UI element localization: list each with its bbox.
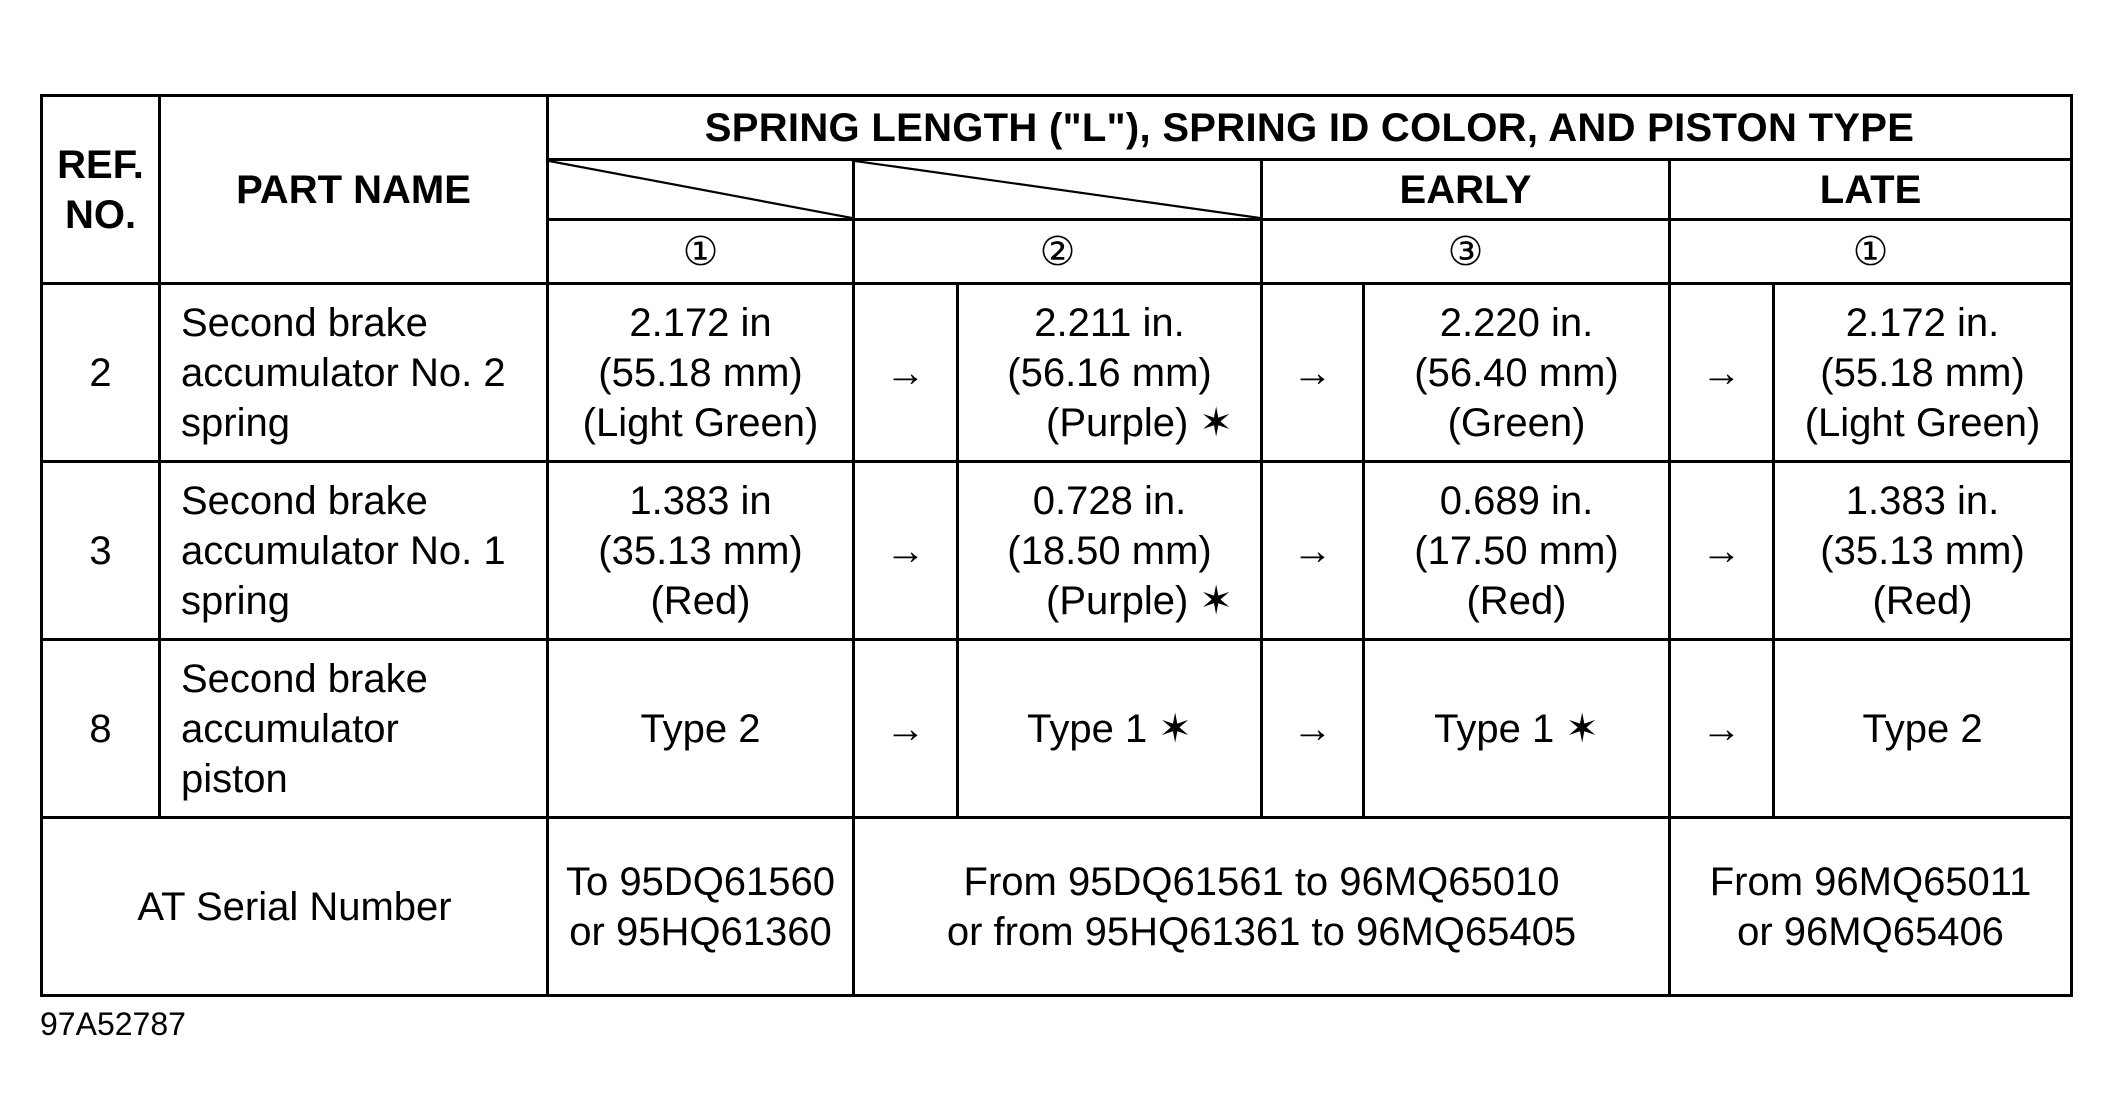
part-name-header: PART NAME <box>160 96 548 284</box>
right-arrow-icon: → <box>854 284 958 462</box>
spec-color: (Red) <box>1872 578 1973 623</box>
table-row <box>42 462 2072 640</box>
table-row <box>42 284 2072 462</box>
right-arrow-icon: → <box>1262 640 1364 818</box>
circled-number-3: ③ <box>1262 220 1670 284</box>
serial-number-label: AT Serial Number <box>42 818 548 996</box>
group-title-header: SPRING LENGTH ("L"), SPRING ID COLOR, AND PISTON TYPE <box>548 96 2072 160</box>
right-arrow-icon: → <box>854 640 958 818</box>
piston-type-cell-4: Type 2 <box>1774 640 2072 818</box>
diagonal-line-1 <box>549 161 852 218</box>
part-name <box>160 462 548 640</box>
right-arrow-icon: → <box>1670 284 1774 462</box>
ref-no-header-line-2: NO. <box>64 192 137 237</box>
serial-range-2 <box>854 818 1670 996</box>
serial-range-3 <box>1670 818 2072 996</box>
piston-type-cell-3: Type 1 ✶ <box>1364 640 1670 818</box>
late-header: LATE <box>1670 160 2072 220</box>
spec-length-in: 0.728 in. <box>1032 478 1187 523</box>
diagonal-blank-cell-2 <box>854 160 1262 220</box>
right-arrow-icon: → <box>1262 284 1364 462</box>
header-row-1 <box>42 96 2072 160</box>
serial-range-line: From 95DQ61561 to 96MQ65010 <box>963 859 1560 904</box>
serial-number-row <box>42 818 2072 996</box>
right-arrow-icon: → <box>1262 462 1364 640</box>
circled-number-1: ① <box>548 220 854 284</box>
spec-length-in: 2.220 in. <box>1439 300 1594 345</box>
diagonal-line-2 <box>855 161 1260 218</box>
piston-type-cell-2: Type 1 ✶ <box>958 640 1262 818</box>
serial-range-line: or 95HQ61360 <box>569 909 832 954</box>
spec-length-mm: (56.40 mm) <box>1414 350 1619 395</box>
part-name-line: spring <box>181 400 290 445</box>
spec-cell-4 <box>1774 284 2072 462</box>
spec-cell-3 <box>1364 284 1670 462</box>
spec-cell-4 <box>1774 462 2072 640</box>
serial-range-line: or from 95HQ61361 to 96MQ65405 <box>946 909 1577 954</box>
part-name-line: piston <box>181 756 288 801</box>
spring-spec-table <box>40 94 2073 997</box>
serial-range-line: From 96MQ65011 <box>1709 859 2032 904</box>
spec-length-mm: (35.13 mm) <box>598 528 803 573</box>
part-name <box>160 284 548 462</box>
spec-color: (Red) <box>1466 578 1567 623</box>
spec-length-in: 1.383 in <box>629 478 772 523</box>
spec-cell-1 <box>548 462 854 640</box>
right-arrow-icon: → <box>1670 640 1774 818</box>
figure-code: 97A52787 <box>40 1006 186 1042</box>
diagonal-blank-cell-1 <box>548 160 854 220</box>
part-name-line: Second brake <box>181 478 428 523</box>
ref-no-header-line-1: REF. <box>57 142 144 187</box>
spec-color: (Light Green) <box>1804 400 2041 445</box>
serial-range-line: or 96MQ65406 <box>1737 909 2004 954</box>
circled-number-4: ① <box>1670 220 2072 284</box>
spec-color: (Green) <box>1447 400 1586 445</box>
ref-no-header <box>42 96 160 284</box>
right-arrow-icon: → <box>854 462 958 640</box>
spec-color: (Purple) ✶ <box>1046 400 1233 445</box>
part-name-line: accumulator No. 2 <box>181 350 506 395</box>
spec-length-mm: (17.50 mm) <box>1414 528 1619 573</box>
spec-length-in: 0.689 in. <box>1439 478 1594 523</box>
part-name-line: Second brake <box>181 300 428 345</box>
spec-length-mm: (56.16 mm) <box>1007 350 1212 395</box>
spec-color: (Light Green) <box>582 400 819 445</box>
spec-length-mm: (18.50 mm) <box>1007 528 1212 573</box>
spec-length-mm: (55.18 mm) <box>598 350 803 395</box>
part-name-line: accumulator <box>181 706 399 751</box>
spec-length-in: 2.172 in <box>629 300 772 345</box>
serial-range-line: To 95DQ61560 <box>565 859 836 904</box>
part-name-line: accumulator No. 1 <box>181 528 506 573</box>
spec-length-in: 2.172 in. <box>1845 300 2000 345</box>
serial-range-1 <box>548 818 854 996</box>
table-row <box>42 640 2072 818</box>
spec-length-mm: (55.18 mm) <box>1820 350 2025 395</box>
part-name-line: spring <box>181 578 290 623</box>
ref-number: 3 <box>42 462 160 640</box>
spec-color: (Red) <box>650 578 751 623</box>
ref-number: 8 <box>42 640 160 818</box>
spec-color: (Purple) ✶ <box>1046 578 1233 623</box>
spec-cell-2 <box>958 284 1262 462</box>
piston-type-cell-1: Type 2 <box>548 640 854 818</box>
spec-cell-1 <box>548 284 854 462</box>
circled-number-2: ② <box>854 220 1262 284</box>
part-name <box>160 640 548 818</box>
part-name-line: Second brake <box>181 656 428 701</box>
spec-cell-2 <box>958 462 1262 640</box>
ref-number: 2 <box>42 284 160 462</box>
spec-cell-3 <box>1364 462 1670 640</box>
spec-length-mm: (35.13 mm) <box>1820 528 2025 573</box>
spec-length-in: 2.211 in. <box>1034 300 1185 345</box>
right-arrow-icon: → <box>1670 462 1774 640</box>
early-header: EARLY <box>1262 160 1670 220</box>
spec-length-in: 1.383 in. <box>1845 478 2000 523</box>
